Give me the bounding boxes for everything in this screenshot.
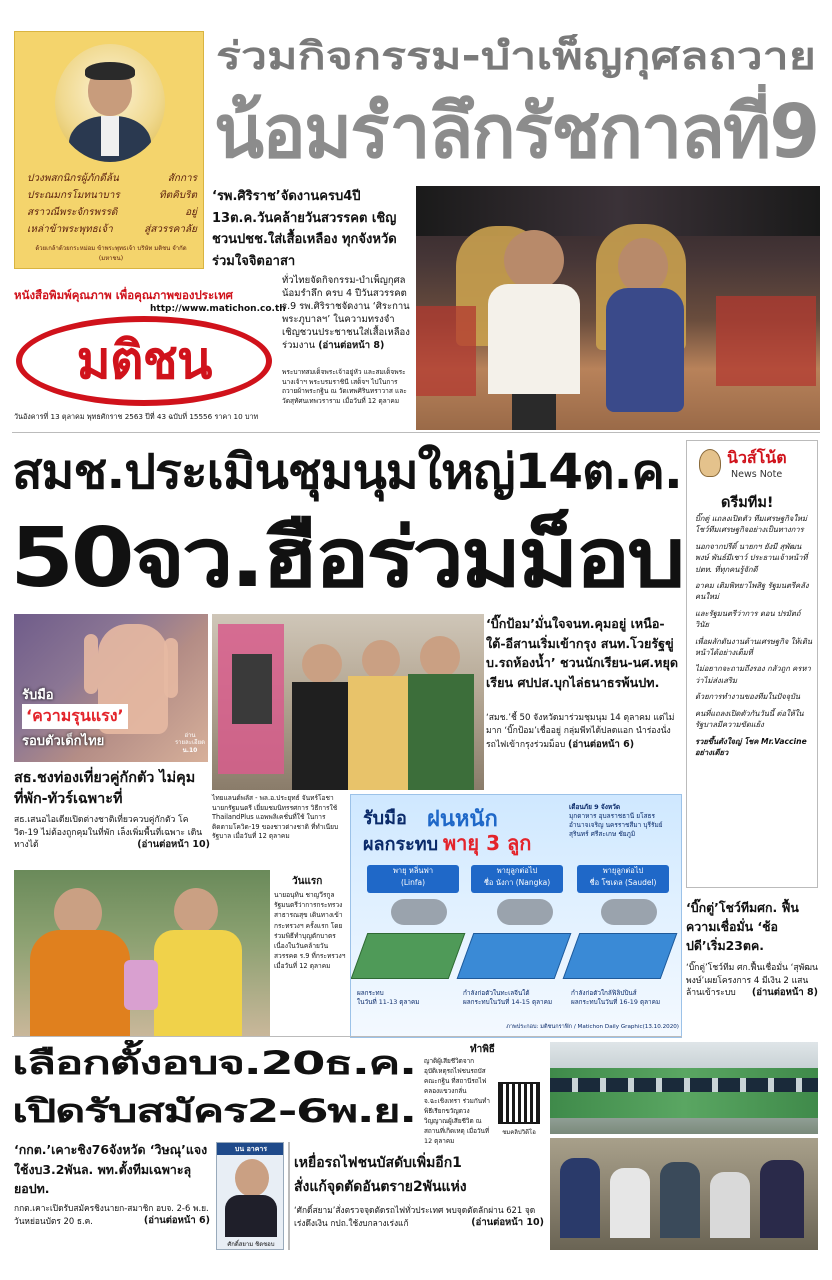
qr-label: ชมคลิปวิดีโอ xyxy=(502,1129,536,1136)
storm-1-label: พายุ หลิ่นฟา (Linfa) xyxy=(367,865,459,893)
lead-read-more[interactable]: (อ่านต่อหน้า 8) xyxy=(318,340,385,351)
tourism-body: สธ.เสนอไอเดียเปิดต่างชาติเที่ยวควบคู่กักตัว โควิด-19 ไม่ต้องถูกคุมในที่พัก เล็งเพิ่มพื้นที่เฉพาะ เดินทางได้ (อ่านต่อหน้า 10) xyxy=(14,815,210,850)
divider xyxy=(12,1036,682,1037)
storm-impact-1: ผลกระทบ ในวันที่ 11-13 ตุลาคม xyxy=(357,989,420,1006)
violence-title-3: รอบตัวเด็กไทย xyxy=(22,734,105,749)
pm-exhibition-photo xyxy=(212,614,484,790)
lead-sub-headline: ‘รพ.ศิริราช’จัดงานครบ4ปี 13ต.ค.วันคล้ายวันสวรรคต เชิญชวนปชช.ใส่เสื้อเหลือง ทุกจังหวัดร่วมใจจิตอาสา xyxy=(212,189,397,269)
main-headline-1: สมช.ประเมินชุมนุมใหญ่14ต.ค. xyxy=(12,444,682,500)
tribute-box xyxy=(14,31,204,269)
storm-2-label: พายุลูกต่อไป ชื่อ นังกา (Nangka) xyxy=(471,865,563,893)
portrait-name: ศักดิ์สยาม ชิดชอบ xyxy=(227,1241,275,1248)
tribute-poem: ปวงพสกนิกรผู้ภักดีล้น สักการ ประณมกรโมทนาบาร ทิตคิบริต สราวณีพระจักรพรรดิ อยู่ เหล่าข้าพระพุทธเจ้า สู่สวรรคาลัย xyxy=(27,173,197,235)
minister-portrait-box xyxy=(216,1142,284,1250)
news-note-body: บิ๊กตู่ แถลงเปิดตัว ทีมเศรษฐกิจใหม่ โชว์ทีมเศรษฐกิจอย่างเป็นทางการ นอกจากปรีดิ์ นายกฯ ยังมี สุพัฒนพงษ์ พันธ์มีเชาว์ ประธานเจ้าหน้าที่ ปตท. ที่ทุกคนรู้จักดี อาคม เติมพิทยาไพสิฐ รัฐมนตรีคลังคนใหม่ และรัฐมนตรีว่าการ ดอน ปรมัตถ์วินัย เพื่อผลักดันงานด้านเศรษฐกิจ ให้เดินหน้าได้อย่างเต็มที่ ไม่อยากจะถามถึงรอง กลัวถูก ครหาว่าไม่ส่งเสริม ด้วยการทำงานของทีมในปัจจุบัน คนที่แถลงเปิดตัวกันวันนี้ ต่อให้ในรัฐบาลมีความขัดแย้ง รวยขึ้นตังใจญ่ โชค Mr.Vaccine อย่างเดียว xyxy=(695,514,813,757)
storm-impact-3: กำลังก่อตัวใกล้ฟิลิปปินส์ ผลกระทบในวันที่ 16-19 ตุลาคม xyxy=(571,989,661,1006)
rail-body: ‘ศักดิ์สยาม’สั่งตรวจจุดตัดรถไฟทั่วประเทศ พบจุดตัดลักผ่าน 621 จุด เร่งดึงเงิน กปถ.ใช้งบกลางเร่งแก้ (อ่านต่อหน้า 10) xyxy=(294,1205,544,1228)
lead-kicker: ร่วมกิจกรรม-บำเพ็ญกุศลถวาย xyxy=(216,34,816,78)
news-note-column xyxy=(686,440,818,888)
masthead-tagline: หนังสือพิมพ์คุณภาพ เพื่อคุณภาพของประเทศ xyxy=(14,288,233,302)
king-portrait xyxy=(55,44,165,162)
train-photo xyxy=(550,1042,818,1134)
news-note-title: ดรีมทีม! xyxy=(721,495,774,511)
econ-body: ‘บิ๊กตู่’โชว์ทีม ศก.ฟื้นเชื่อมั่น ‘สุพัฒนพงษ์’เผยโครงการ 4 มีเงิน 2 แสนล้านเข้าระบบ (อ่านต่อหน้า 8) xyxy=(686,963,818,999)
violence-ref[interactable]: อ่าน รายละเอียด น.10 xyxy=(174,732,206,754)
lead-photo-caption: พระบาทสมเด็จพระเจ้าอยู่หัว และสมเด็จพระนางเจ้าฯ พระบรมราชินี เสด็จฯ ไปในการถวายผ้าพระกฐิน ณ วัดเทพศิรินทราวาส และวัดสุทัศนเทพวราราม เมื่อวันที่ 12 ตุลาคม xyxy=(282,368,407,405)
main-sub-headline: ‘บิ๊กป้อม’มั่นใจจนท.คุมอยู่ เหนือ-ใต้-อีสานเริ่มเข้ากรุง สนท.โวยรัฐขู่บ.รถห้องน้ำ’ ชวนนักเรียน-นศ.หยุดเรียน ศปปส.บุกไล่ธนาธรพ้นปท. xyxy=(486,616,679,690)
storm-land-tile xyxy=(351,933,466,979)
tourism-read-more[interactable]: (อ่านต่อหน้า 10) xyxy=(137,839,210,850)
logo-text: มติชน xyxy=(76,331,212,391)
main-headline-2: 50จว.ฮือร่วมม็อบ xyxy=(10,511,682,606)
violence-title-2: ‘ความรุนแรง’ xyxy=(22,704,128,729)
storm-title-1: รับมือ xyxy=(363,808,407,829)
tourism-headline: สธ.ชงท่องเที่ยวคู่กักตัว ไม่คุมที่พัก-ทัวร์เฉพาะที่ xyxy=(14,770,196,807)
election-sub-headline: ‘กกต.’เคาะชิง76จังหวัด ‘วิษณุ’แจงใช้งบ3.2พันล. พท.ตั้งทีมเฉพาะลุยอปท. xyxy=(14,1142,208,1197)
storm-3-label: พายุลูกต่อไป ชื่อ โซเดล (Saudel) xyxy=(577,865,669,893)
lead-body: ทั่วไทยจัดกิจกรรม-บำเพ็ญกุศลน้อมรำลึก ครบ 4 ปีวันสวรรคต ร.9 รพ.ศิริราชจัดงาน ‘ศิระกาน พระภูบาลฯ’ ในความทรงจำ เชิญชวนประชาชนใส่เสื้อเหลืองร่วมงาน (อ่านต่อหน้า 8) xyxy=(282,275,410,351)
first-day-body: นายอนุทิน ชาญวีรกูล รัฐมนตรีว่าการกระทรวงสาธารณสุข เดินทางเข้ากระทรวงฯ ครั้งแรก โดยร่วมพิธีทำบุญตักบาตร เนื่องในวันคล้ายวันสวรรคต ร.9 ที่กระทรวงฯ เมื่อวันที่ 12 ตุลาคม xyxy=(274,891,346,971)
storm-sea-tile xyxy=(457,933,572,979)
election-headline-1: เลือกตั้งอบจ.20ธ.ค. xyxy=(12,1044,416,1082)
storm-cloud-icon xyxy=(391,899,447,925)
econ-read-more[interactable]: (อ่านต่อหน้า 8) xyxy=(751,987,818,999)
storm-title-2: ฝนหนัก xyxy=(427,807,498,832)
ceremony-title: ทำพิธี xyxy=(470,1044,495,1055)
ceremony-body: ญาติผู้เสียชีวิตจากอุบัติเหตุรถไฟชนรถบัส คณะกฐิน ที่สถานีรถไฟคลองแขวงกลั่น จ.ฉะเชิงเทรา ร่วมกันทำพิธีเรียกขวัญดวงวิญญาณผู้เสียชีวิต ณ สถานที่เกิดเหตุ เมื่อวันที่ 12 ตุลาคม xyxy=(424,1057,490,1145)
news-note-mascot-icon xyxy=(699,449,721,477)
storm-sea-tile xyxy=(563,933,678,979)
storm-cloud-icon xyxy=(601,899,657,925)
news-note-brand-en: News Note xyxy=(731,469,783,480)
storm-warning-note: เตือนภัย 9 จังหวัด มุกดาหาร อุบลราชธานี ยโสธร อำนาจเจริญ นครราชสีมา บุรีรัมย์ สุรินทร์ ศรีสะเกษ ชัยภูมิ xyxy=(569,803,663,838)
storm-title-4: พายุ 3 ลูก xyxy=(443,831,532,855)
econ-headline: ‘บิ๊กตู่’โชว์ทีมศก. ฟื้นความเชื่อมั่น ‘ช้อปดี’เริ่ม23ตค. xyxy=(686,900,799,953)
violence-box xyxy=(14,614,208,762)
main-body: ‘สมช.’ชี้ 50 จังหวัดมาร่วมชุมนุม 14 ตุลาคม แต่ไม่มาก ‘บิ๊กป้อม’เชื่ออยู่ กลุ่มพีทได้ปลดแอก นำร่องนั่งรถไฟเข้ากรุงร่วมม็อบ (อ่านต่อหน้า 6) xyxy=(486,713,675,750)
storm-credit: ภาพประกอบ: มติชนกราฟิก / Matichon Daily Graphic(13.10.2020) xyxy=(506,1024,679,1030)
lead-headline: น้อมรำลึกรัชกาลที่9 xyxy=(214,89,818,175)
rail-headline-1: เหยื่อรถไฟชนบัสดับเพิ่มอีก1 xyxy=(294,1155,462,1171)
pm-photo-caption: ไทยแลนด์พลัส - พล.อ.ประยุทธ์ จันทร์โอชา นายกรัฐมนตรี เยี่ยมชมนิทรรศการ วิธีการใช้ ThailandPlus แอพพลิเคชั่นที่ใช้ ในการติดตามโควิด-19 ของชาวต่างชาติ ที่ทำเนียบรัฐบาล เมื่อวันที่ 12 ตุลาคม xyxy=(212,794,339,841)
election-read-more[interactable]: (อ่านต่อหน้า 6) xyxy=(143,1214,210,1226)
monk-alms-photo xyxy=(14,870,270,1036)
first-day-title: วันแรก xyxy=(292,876,323,887)
violence-title-1: รับมือ xyxy=(22,688,54,703)
divider xyxy=(12,432,820,433)
masthead-dateline: วันอังคารที่ 13 ตุลาคม พุทธศักราช 2563 ปีที่ 43 ฉบับที่ 15556 ราคา 10 บาท xyxy=(14,412,259,421)
masthead-logo[interactable] xyxy=(16,316,272,406)
election-body: กกต.เคาะเปิดรับสมัครชิงนายก-สมาชิก อบจ. 2-6 พ.ย. วันหย่อนบัตร 20 ธ.ค. (อ่านต่อหน้า 6) xyxy=(14,1203,210,1226)
news-note-brand-th: นิวส์โน้ต xyxy=(727,448,787,467)
crash-victims-photo xyxy=(550,1138,818,1250)
rail-read-more[interactable]: (อ่านต่อหน้า 10) xyxy=(471,1216,544,1228)
main-read-more[interactable]: (อ่านต่อหน้า 6) xyxy=(568,739,635,750)
storm-cloud-icon xyxy=(497,899,553,925)
portrait-name-header: บน อาคาร xyxy=(217,1143,284,1155)
rail-headline-2: สั่งแก้จุดตัดอันตราย2พันแห่ง xyxy=(294,1179,467,1195)
election-headline-2: เปิดรับสมัคร2-6พ.ย. xyxy=(12,1092,416,1130)
royal-ceremony-photo xyxy=(416,186,820,430)
storm-infographic xyxy=(350,794,682,1038)
storm-title-3: ผลกระทบ xyxy=(363,834,439,855)
masthead-url[interactable]: http://www.matichon.co.th xyxy=(150,304,286,314)
qr-code-icon[interactable] xyxy=(498,1082,540,1124)
tribute-credit: ด้วยเกล้าด้วยกระหม่อม ข้าพระพุทธเจ้า บริษัท มติชน จำกัด (มหาชน) xyxy=(35,245,187,262)
storm-impact-2: กำลังก่อตัวในทะเลจีนใต้ ผลกระทบในวันที่ 14-15 ตุลาคม xyxy=(463,989,553,1006)
